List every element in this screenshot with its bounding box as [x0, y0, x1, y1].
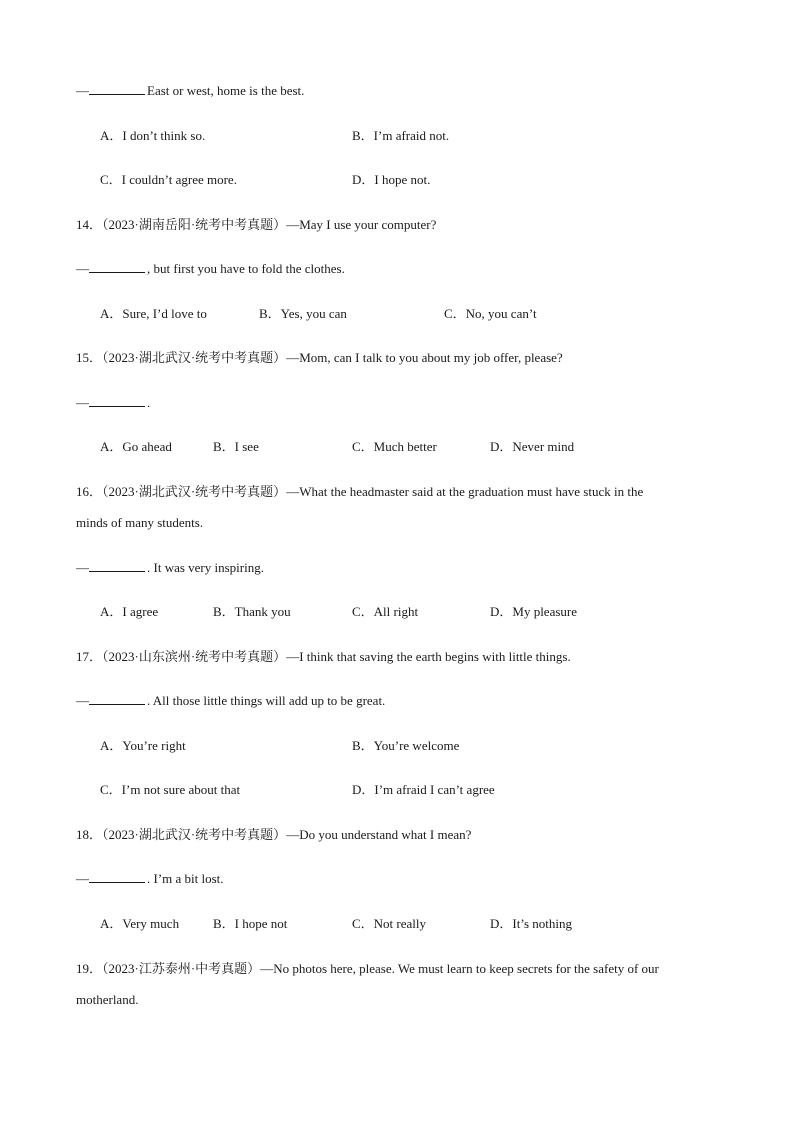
q17-option-c[interactable]: C．I’m not sure about that [100, 782, 241, 797]
q14-option-b[interactable]: B．Yes, you can [259, 306, 347, 321]
q15-option-a[interactable]: A．Go ahead [100, 439, 172, 454]
q17-option-a[interactable]: A．You’re right [100, 738, 186, 753]
question-prompt: —May I use your computer? [286, 217, 437, 232]
q13-answer-line [76, 82, 304, 100]
answer-blank[interactable] [89, 82, 145, 95]
question-prompt: —No photos here, please. We must learn to keep secrets for the safety of our [260, 961, 659, 976]
q15-option-b[interactable]: B．I see [213, 439, 259, 454]
dash: — [76, 871, 89, 886]
question-prompt: —What the headmaster said at the graduation must have stuck in the [286, 484, 644, 499]
q13-option-a[interactable]: A．I don’t think so. [100, 128, 206, 143]
question-number: 15． [76, 350, 103, 365]
question-prompt: —Mom, can I talk to you about my job offer, please? [286, 350, 563, 365]
question-source: （2023·湖北武汉·统考中考真题） [102, 827, 287, 842]
question-number: 18． [76, 827, 103, 842]
dash: — [76, 560, 89, 575]
q17-answer-tail: . All those little things will add up to be great. [147, 693, 386, 708]
q17-answer-line [76, 692, 385, 710]
q13-option-d[interactable]: D．I hope not. [352, 172, 431, 187]
q17-option-b[interactable]: B．You’re welcome [352, 738, 460, 753]
question-number: 17． [76, 649, 103, 664]
q15-answer-line [76, 394, 150, 412]
answer-blank[interactable] [89, 260, 145, 273]
question-source: （2023·湖北武汉·统考中考真题） [102, 484, 287, 499]
answer-blank[interactable] [89, 394, 145, 407]
q14-answer-line [76, 260, 345, 278]
q16-option-c[interactable]: C．All right [352, 604, 419, 619]
question-number: 19． [76, 961, 103, 976]
q16-option-b[interactable]: B．Thank you [213, 604, 291, 619]
q14-answer-tail: , but first you have to fold the clothes. [147, 261, 345, 276]
q14-option-c[interactable]: C．No, you can’t [444, 306, 537, 321]
q16-stem [76, 483, 643, 501]
q13-answer-tail: East or west, home is the best. [147, 83, 305, 98]
q17-option-d[interactable]: D．I’m afraid I can’t agree [352, 782, 495, 797]
q18-option-d[interactable]: D．It’s nothing [490, 916, 572, 931]
q18-stem [76, 826, 471, 844]
q15-stem [76, 349, 563, 367]
q18-answer-tail: . I’m a bit lost. [147, 871, 224, 886]
q16-option-d[interactable]: D．My pleasure [490, 604, 578, 619]
q13-option-b[interactable]: B．I’m afraid not. [352, 128, 450, 143]
q18-answer-line [76, 870, 224, 888]
q17-stem [76, 648, 571, 666]
question-source: （2023·湖南岳阳·统考中考真题） [102, 217, 287, 232]
q16-stem-line2: minds of many students. [76, 515, 204, 530]
q15-option-c[interactable]: C．Much better [352, 439, 437, 454]
answer-blank[interactable] [89, 692, 145, 705]
answer-blank[interactable] [89, 870, 145, 883]
question-prompt: —I think that saving the earth begins with little things. [286, 649, 571, 664]
q19-stem-line2: motherland. [76, 992, 139, 1007]
q16-answer-tail: . It was very inspiring. [147, 560, 264, 575]
question-prompt: —Do you understand what I mean? [286, 827, 472, 842]
question-number: 14． [76, 217, 103, 232]
q16-option-a[interactable]: A．I agree [100, 604, 159, 619]
dash: — [76, 83, 89, 98]
q18-option-c[interactable]: C．Not really [352, 916, 427, 931]
dash: — [76, 693, 89, 708]
dash: — [76, 261, 89, 276]
q14-stem [76, 216, 436, 234]
q19-stem [76, 960, 659, 978]
q16-answer-line [76, 559, 264, 577]
q15-option-d[interactable]: D．Never mind [490, 439, 575, 454]
q13-option-c[interactable]: C．I couldn’t agree more. [100, 172, 237, 187]
q15-answer-tail: . [147, 395, 151, 410]
dash: — [76, 395, 89, 410]
question-number: 16． [76, 484, 103, 499]
answer-blank[interactable] [89, 559, 145, 572]
question-source: （2023·山东滨州·统考中考真题） [102, 649, 287, 664]
q18-option-b[interactable]: B．I hope not [213, 916, 288, 931]
question-source: （2023·江苏泰州·中考真题） [102, 961, 261, 976]
q14-option-a[interactable]: A．Sure, I’d love to [100, 306, 207, 321]
question-source: （2023·湖北武汉·统考中考真题） [102, 350, 287, 365]
q18-option-a[interactable]: A．Very much [100, 916, 180, 931]
